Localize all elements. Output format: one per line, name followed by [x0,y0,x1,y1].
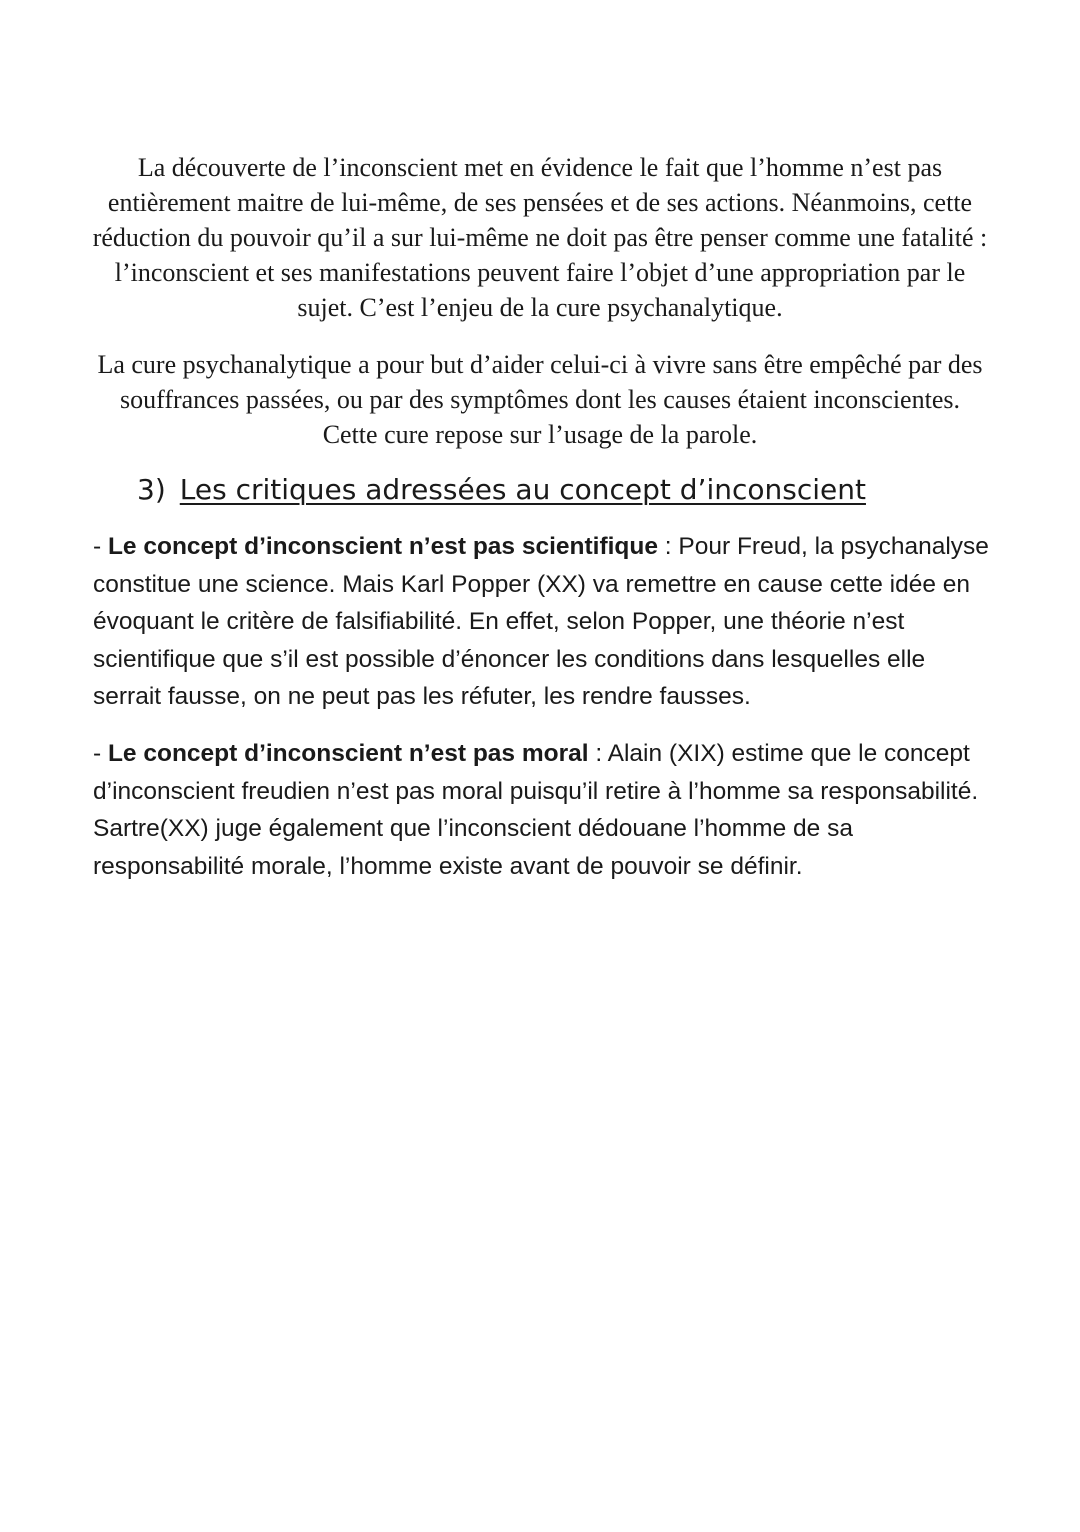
section-number: 3) [137,473,166,506]
section-heading [137,470,866,510]
paragraph-inconscient-appropriation: La découverte de l’inconscient met en évidence le fait que l’homme n’est pas entièrement maitre de lui-même, de ses pensées et de ses actions. Néanmoins, cette réduction du pouvoir qu’il a sur lui-même ne doit pas être penser comme une fatalité : l’inconscient et ses manifestations peuvent faire l’objet d’une appropriation par le sujet. C’est l’enjeu de la cure psychanalytique. [92,153,988,322]
critique-dash: - [93,740,108,767]
critique-scientifique [93,528,993,716]
critique-moral-lead: Le concept d’inconscient n’est pas moral [107,740,589,767]
critique-moral [93,735,993,885]
section-title: Les critiques adressées au concept d’inconscient [179,473,866,506]
critique-moral-text: : Alain (XIX) estime que le concept d’inconscient freudien n’est pas moral puisqu’il retire à l’homme sa responsabilité. Sartre(XX) juge également que l’inconscient dédouane l’homme de sa responsabilité morale, l’homme existe avant de pouvoir se définir. [93,740,979,880]
critique-dash: - [93,533,108,560]
critique-scientifique-lead: Le concept d’inconscient n’est pas scientifique [107,533,658,560]
paragraph-cure-psychanalytique: La cure psychanalytique a pour but d’aider celui-ci à vivre sans être empêché par des souffrances passées, ou par des symptômes dont les causes étaient inconscientes. Cette cure repose sur l’usage de la parole. [97,350,983,449]
critique-scientifique-text: : Pour Freud, la psychanalyse constitue une science. Mais Karl Popper (XX) va remettre en cause cette idée en évoquant le critère de falsifiabilité. En effet, selon Popper, une théorie n’est scientifique que s’il est possible d’énoncer les conditions dans lesquelles elle serrait fausse, on ne peut pas les réfuter, les rendre fausses. [93,533,989,710]
